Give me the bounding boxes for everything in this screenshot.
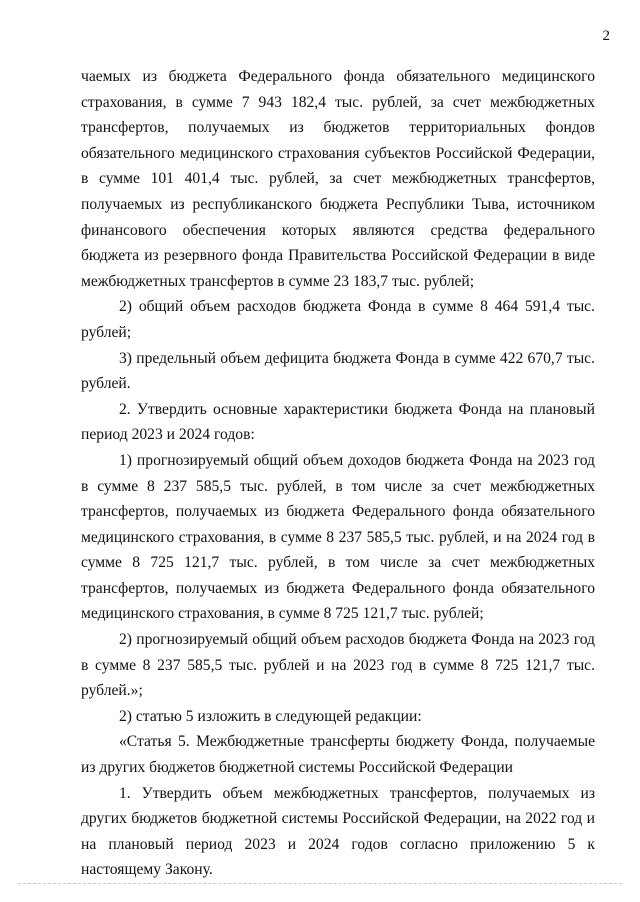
document-body <box>81 64 595 883</box>
paragraph-forecast-income: 1) прогнозируемый общий объем доходов бюджета Фонда на 2023 год в сумме 8 237 585,5 тыс. рублей, в том числе за счет межбюджетных трансфертов, получаемых из бюджета Федерального фонда обязательного медицинского страхования, в сумме 8 237 585,5 тыс. рублей, и на 2024 год в сумме 8 725 121,7 тыс. рублей, в том числе за счет межбюджетных трансфертов, получаемых из бюджета Федерального фонда обязательного медицинского страхования, в сумме 8 725 121,7 тыс. рублей; <box>81 451 595 623</box>
page-number: 2 <box>602 28 610 44</box>
paragraph-deficit: 3) предельный объем дефицита бюджета Фонда в сумме 422 670,7 тыс. рублей. <box>81 349 595 393</box>
paragraph-article-5-item-1: 1. Утвердить объем межбюджетных трансфертов, получаемых из других бюджетов бюджетной системы Российской Федерации, на 2022 год и на плановый период 2023 и 2024 годов согласно приложению 5 к настоящему Закону. <box>81 784 595 879</box>
scan-edge-divider <box>18 883 622 884</box>
paragraph-article-5-instruction: 2) статью 5 изложить в следующей редакции: <box>119 707 422 725</box>
paragraph-expenses: 2) общий объем расходов бюджета Фонда в сумме 8 464 591,4 тыс. рублей; <box>81 298 595 341</box>
article-5-heading: «Статья 5. Межбюджетные трансферты бюджету Фонда, получаемые из других бюджетов бюджетной системы Российской Федерации <box>81 733 595 777</box>
paragraph-continuation: чаемых из бюджета Федерального фонда обязательного медицинского страхования, в сумме 7 943 182,4 тыс. рублей, за счет межбюджетных трансфертов, получаемых из бюджетов территориальных фондов обязательного медицинского страхования субъектов Российской Федерации, в сумме 101 401,4 тыс. рублей, за счет межбюджетных трансфертов, получаемых из республиканского бюджета Республики Тыва, источником финансового обеспечения которых являются средства федерального бюджета из резервного фонда Правительства Российской Федерации в виде межбюджетных трансфертов в сумме 23 183,7 тыс. рублей; <box>81 68 595 290</box>
paragraph-forecast-expenses: 2) прогнозируемый общий объем расходов бюджета Фонда на 2023 год в сумме 8 237 585,5 тыс. рублей и на 2023 год в сумме 8 725 121,7 тыс. рублей.»; <box>81 631 595 700</box>
paragraph-planned-period: 2. Утвердить основные характеристики бюджета Фонда на плановый период 2023 и 2024 годов: <box>81 400 595 444</box>
